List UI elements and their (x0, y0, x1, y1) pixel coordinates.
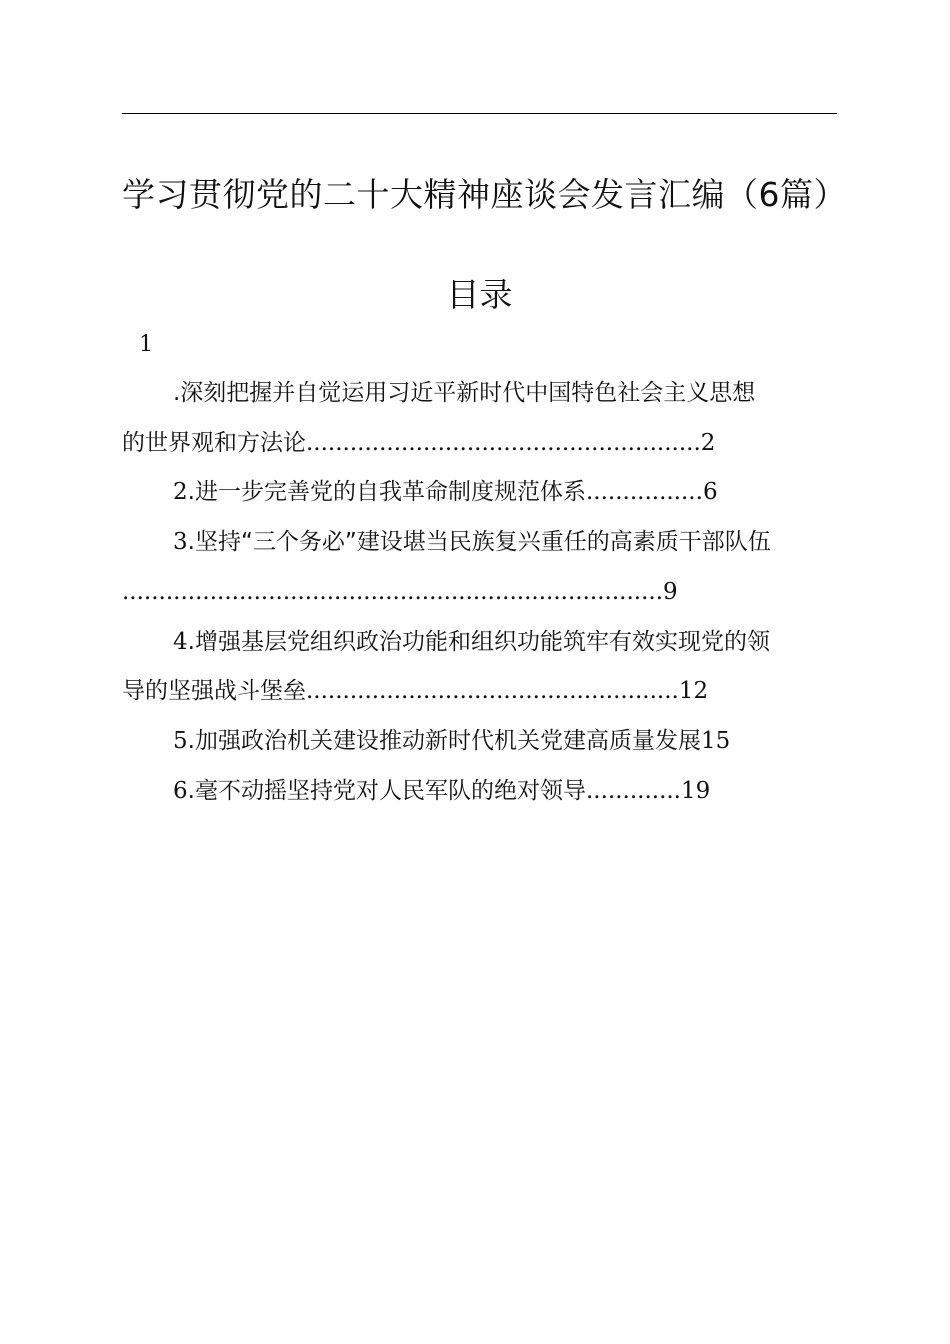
toc-leader-dots: ...................................................... (306, 429, 701, 456)
stray-number: 1 (139, 332, 153, 357)
toc-page-number: 9 (663, 578, 678, 605)
toc-entry-text: .深刻把握并自觉运用习近平新时代中国特色社会主义思想 (173, 380, 756, 406)
toc-entry-text-continued (71, 667, 708, 717)
toc-leader-dots: .......................................................................... (122, 578, 664, 605)
toc-page-number: 2 (700, 429, 716, 456)
toc-page-number: 6 (702, 479, 718, 506)
toc-entry-text: .坚持“三个务必”建设堪当民族复兴重任的高素质干部队伍 (187, 529, 771, 556)
toc-entry-number: 6 (173, 777, 188, 804)
header-rule (122, 113, 837, 114)
toc-leader-dots: ................................................... (306, 678, 679, 705)
toc-entry-3[interactable] (122, 518, 837, 617)
toc-heading: 目录 (446, 275, 513, 314)
toc-entry-text-line2: 导的坚强战斗堡垒 (122, 678, 306, 705)
toc-entry-text-continued (71, 568, 678, 618)
toc-entry-text-continued (71, 419, 715, 469)
toc-page-number: 15 (700, 727, 731, 754)
table-of-contents (122, 369, 837, 816)
toc-entry-5[interactable] (122, 717, 837, 767)
toc-entry-text: .增强基层党组织政治功能和组织功能筑牢有效实现党的领 (187, 628, 770, 655)
toc-leader-dots: ............. (585, 777, 681, 804)
document-title: 学习贯彻党的二十大精神座谈会发言汇编（6篇） (122, 175, 847, 214)
toc-entry-number: 5 (173, 727, 188, 754)
toc-page-number: 12 (678, 678, 709, 705)
toc-entry-1[interactable] (122, 369, 837, 468)
toc-entry-number: 4 (173, 628, 188, 655)
toc-entry-number: 3 (173, 529, 188, 556)
toc-entry-2[interactable] (122, 468, 837, 518)
toc-entry-6[interactable] (122, 767, 837, 817)
toc-entry-text: .进一步完善党的自我革命制度规范体系 (187, 479, 586, 506)
toc-entry-text: .毫不动摇坚持党对人民军队的绝对领导 (187, 777, 586, 804)
toc-page-number: 19 (681, 777, 711, 804)
toc-leader-dots: ................ (585, 479, 703, 506)
toc-entry-text-line2: 的世界观和方法论 (122, 429, 306, 456)
toc-entry-4[interactable] (122, 618, 837, 717)
toc-entry-number: 2 (173, 479, 188, 506)
toc-entry-text: .加强政治机关建设推动新时代机关党建高质量发展 (187, 727, 701, 754)
